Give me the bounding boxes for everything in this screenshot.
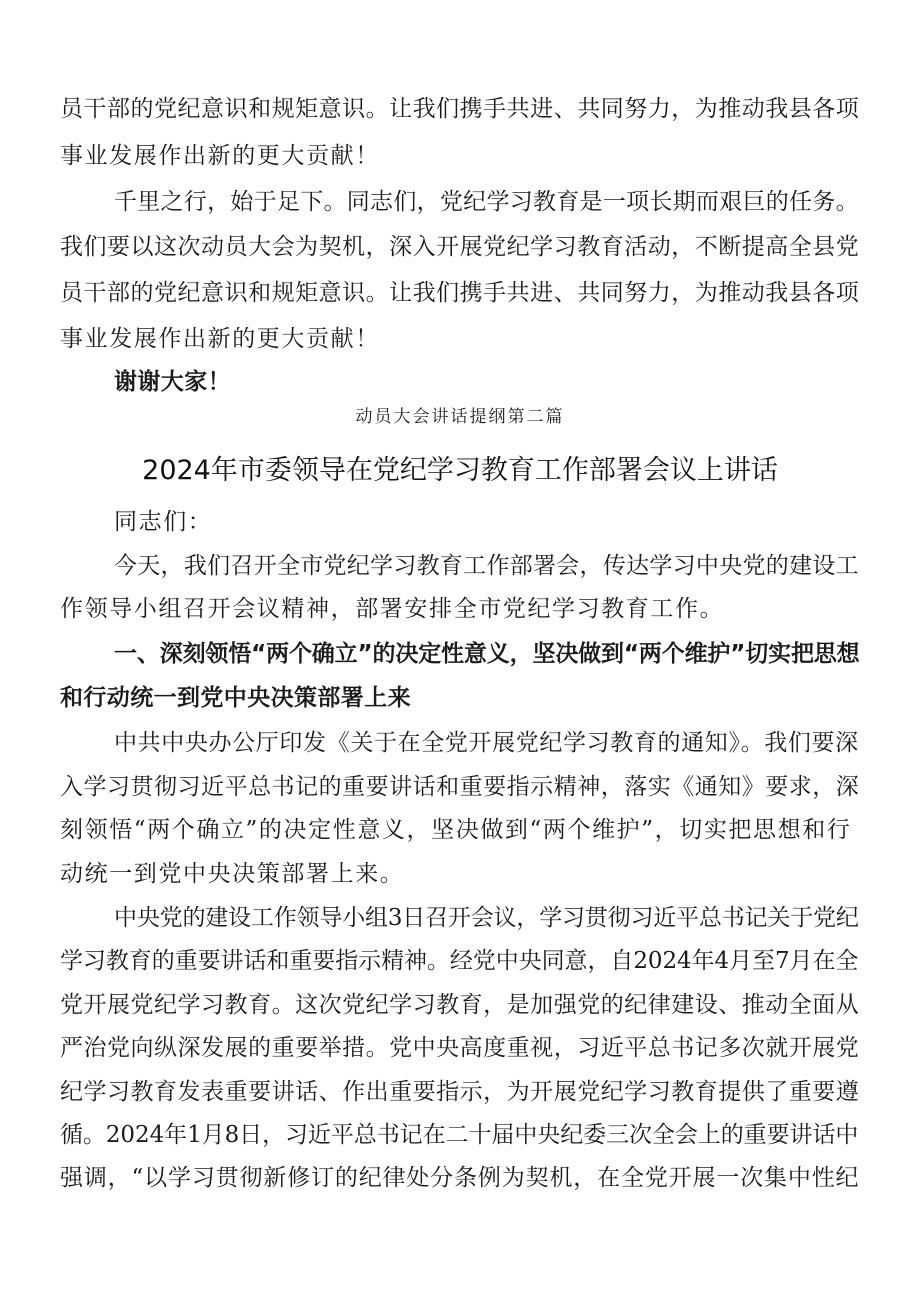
- paragraph-line: 千里之行，始于足下。同志们，党纪学习教育是一项长期而艰巨的任务。: [114, 189, 859, 215]
- paragraph-line: 循。2024年1月8日，习近平总书记在二十届中央纪委三次全会上的重要讲话中: [60, 1122, 859, 1148]
- paragraph-line: 员干部的党纪意识和规矩意识。让我们携手共进、共同努力，为推动我县各项: [60, 96, 860, 122]
- paragraph-line: 事业发展作出新的更大贡献！: [60, 143, 380, 169]
- paragraph-line: 今天，我们召开全市党纪学习教育工作部署会，传达学习中央党的建设工: [114, 553, 859, 579]
- paragraph-line: 中共中央办公厅印发《关于在全党开展党纪学习教育的通知》。我们要深: [114, 730, 859, 756]
- paragraph-line: 事业发展作出新的更大贡献！: [60, 326, 380, 352]
- paragraph-line: 刻领悟“两个确立”的决定性意义，坚决做到“两个维护”，切实把思想和行: [60, 817, 852, 843]
- paragraph-line: 动统一到党中央决策部署上来。: [60, 861, 405, 887]
- paragraph-line: 入学习贯彻习近平总书记的重要讲话和重要指示精神，落实《通知》要求，深: [60, 774, 860, 800]
- salutation: 同志们：: [114, 509, 213, 535]
- paragraph-line: 学习教育的重要讲话和重要指示精神。经党中央同意，自2024年4月至7月在全: [60, 948, 859, 974]
- paragraph-line: 作领导小组召开会议精神，部署安排全市党纪学习教育工作。: [60, 596, 725, 622]
- paragraph-line: 严治党向纵深发展的重要举措。党中央高度重视，习近平总书记多次就开展党: [60, 1035, 860, 1061]
- section-subtitle: 动员大会讲话提纲第二篇: [355, 407, 565, 427]
- closing-thanks: 谢谢大家！: [114, 369, 231, 395]
- paragraph-line: 我们要以这次动员大会为契机，深入开展党纪学习教育活动，不断提高全县党: [60, 234, 860, 260]
- paragraph-line: 纪学习教育发表重要讲话、作出重要指示，为开展党纪学习教育提供了重要遵: [60, 1079, 860, 1105]
- page-title: 2024年市委领导在党纪学习教育工作部署会议上讲话: [142, 455, 778, 486]
- paragraph-line: 强调，“以学习贯彻新修订的纪律处分条例为契机，在全党开展一次集中性纪: [60, 1165, 860, 1191]
- heading-line: 和行动统一到党中央决策部署上来: [60, 685, 411, 711]
- heading-line: 一、深刻领悟“两个确立”的决定性意义，坚决做到“两个维护”切实把思想: [114, 641, 860, 667]
- paragraph-line: 中央党的建设工作领导小组3日召开会议，学习贯彻习近平总书记关于党纪: [114, 905, 859, 931]
- paragraph-line: 员干部的党纪意识和规矩意识。让我们携手共进、共同努力，为推动我县各项: [60, 280, 860, 306]
- paragraph-line: 党开展党纪学习教育。这次党纪学习教育，是加强党的纪律建设、推动全面从: [60, 992, 860, 1018]
